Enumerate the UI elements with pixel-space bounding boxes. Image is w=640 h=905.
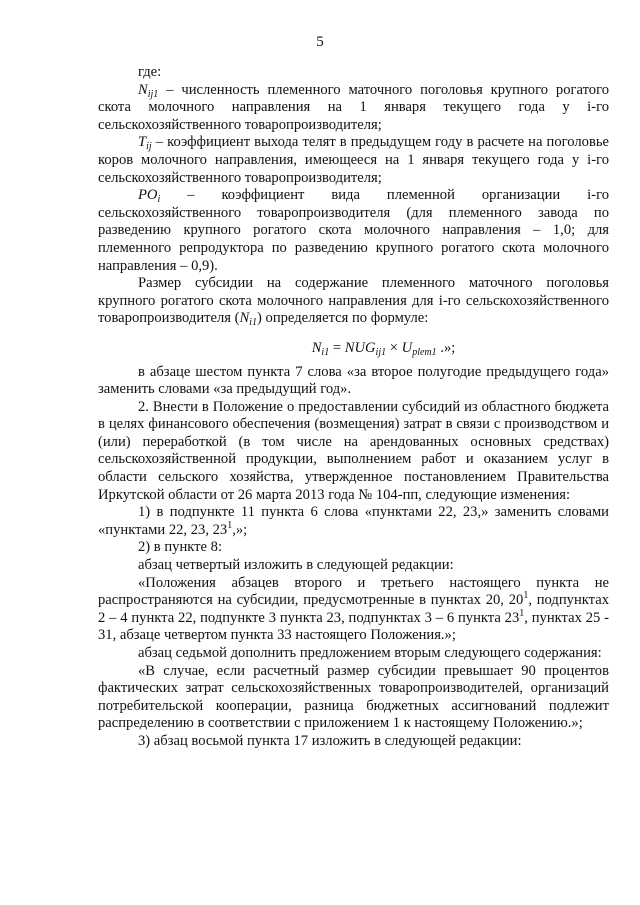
paragraph-p8 bbox=[98, 504, 609, 539]
paragraph-p7 bbox=[98, 399, 609, 505]
paragraph-p10 bbox=[98, 557, 609, 575]
text-run: T bbox=[138, 134, 147, 151]
paragraph-p13 bbox=[98, 663, 609, 733]
text-run: 1 bbox=[523, 590, 529, 602]
text-run: – коэффициент вида племенной организации i-го сельскохозяйственного товаропроизводителя (для племенного завода по разведению крупного рогатого скота молочного направления – 1,0; для племенного репродуктора по разведению крупного рогатого скота молочного направления – 0,9). bbox=[98, 187, 609, 274]
text-run: PO bbox=[138, 187, 158, 204]
paragraph-p14 bbox=[98, 733, 609, 751]
text-run: i1 bbox=[249, 317, 258, 329]
text-run: .»; bbox=[436, 339, 456, 356]
text-run: 2. Внести в Положение о предоставлении субсидий из областного бюджета в целях финансового обеспечения (возмещения) затрат в связи с производством и (или) переработкой (в том числе на арендованных основных средствах) сельскохозяйственной продукции, выполнением работ и оказанием услуг в области сельского хозяйства, утвержденное постановлением Правительства Иркутской области от 26 марта 2013 года № 104-пп, следующие изменения: bbox=[98, 398, 609, 503]
text-run: N bbox=[138, 81, 148, 98]
text-run: N bbox=[239, 310, 250, 327]
text-run: = bbox=[329, 339, 345, 356]
text-run: «Положения абзацев второго и третьего настоящего пункта не распространяются на субсидии, предусмотренные в пунктах 20, 20 bbox=[98, 574, 609, 609]
text-run: NUG bbox=[344, 339, 376, 356]
text-run: plem1 bbox=[412, 346, 437, 358]
text-run: абзац четвертый изложить в следующей редакции: bbox=[138, 557, 454, 574]
paragraph-p2 bbox=[98, 82, 609, 135]
text-run: , подпунктах 2 – 4 пункта 22, подпункте 3 пункта 23, подпунктах 3 – 6 пункта 23 bbox=[98, 592, 609, 626]
text-run: в абзаце шестом пункта 7 слова «за второе полугодие предыдущего года» заменить словами «за предыдущий год». bbox=[98, 363, 609, 398]
paragraph-p11 bbox=[98, 575, 609, 645]
text-run: ) определяется по формуле: bbox=[257, 310, 429, 327]
formula bbox=[98, 340, 609, 358]
paragraph-p6 bbox=[98, 364, 609, 399]
text-run: 1 bbox=[227, 519, 233, 531]
paragraph-p3 bbox=[98, 134, 609, 187]
document-body bbox=[98, 64, 609, 751]
text-run: – коэффициент выхода телят в предыдущем году в расчете на поголовье коров молочного направления, имеющееся на 1 января текущего года у i-го сельскохозяйственного товаропроизводителя; bbox=[98, 134, 609, 186]
paragraph-p9 bbox=[98, 539, 609, 557]
text-run: ij bbox=[146, 141, 152, 153]
text-run: 2) в пункте 8: bbox=[138, 539, 223, 556]
text-run: 1) в подпункте 11 пункта 6 слова «пунктами 22, 23,» заменить словами «пунктами 22, 23, 23 bbox=[98, 504, 609, 538]
paragraph-p5 bbox=[98, 275, 609, 328]
text-run: ij1 bbox=[147, 88, 159, 100]
text-run: U bbox=[401, 339, 413, 356]
text-run: N bbox=[311, 339, 322, 356]
text-run: где: bbox=[138, 64, 162, 80]
text-run: – численность племенного маточного поголовья крупного рогатого скота молочного направления на 1 января текущего года у i-го сельскохозяйственного товаропроизводителя; bbox=[98, 81, 609, 133]
text-run: i1 bbox=[321, 346, 330, 358]
text-run: «В случае, если расчетный размер субсидии превышает 90 процентов фактических затрат сельскохозяйственных товаропроизводителей, организаций потребительской кооперации, разница бюджетных ассигнований подлежит распределению в соответствии с приложением 1 к настоящему Положению.»; bbox=[98, 662, 609, 732]
text-run: i bbox=[157, 194, 161, 206]
text-run: × bbox=[386, 339, 402, 356]
paragraph-p1 bbox=[98, 64, 609, 82]
page-number: 5 bbox=[316, 34, 324, 50]
text-run: абзац седьмой дополнить предложением вторым следующего содержания: bbox=[138, 645, 602, 661]
text-run: 3) абзац восьмой пункта 17 изложить в следующей редакции: bbox=[138, 732, 522, 749]
paragraph-p12 bbox=[98, 645, 609, 663]
text-run: ij1 bbox=[375, 346, 387, 358]
text-run: , пунктах 25 - 31, абзаце четвертом пункта 33 настоящего Положения.»; bbox=[98, 609, 609, 644]
text-run: Размер субсидии на содержание племенного маточного поголовья крупного рогатого скота молочного направления для i-го сельскохозяйственного товаропроизводителя ( bbox=[98, 275, 609, 327]
text-run: 1 bbox=[519, 607, 525, 619]
text-run: ,»; bbox=[232, 521, 248, 538]
paragraph-p4 bbox=[98, 187, 609, 275]
